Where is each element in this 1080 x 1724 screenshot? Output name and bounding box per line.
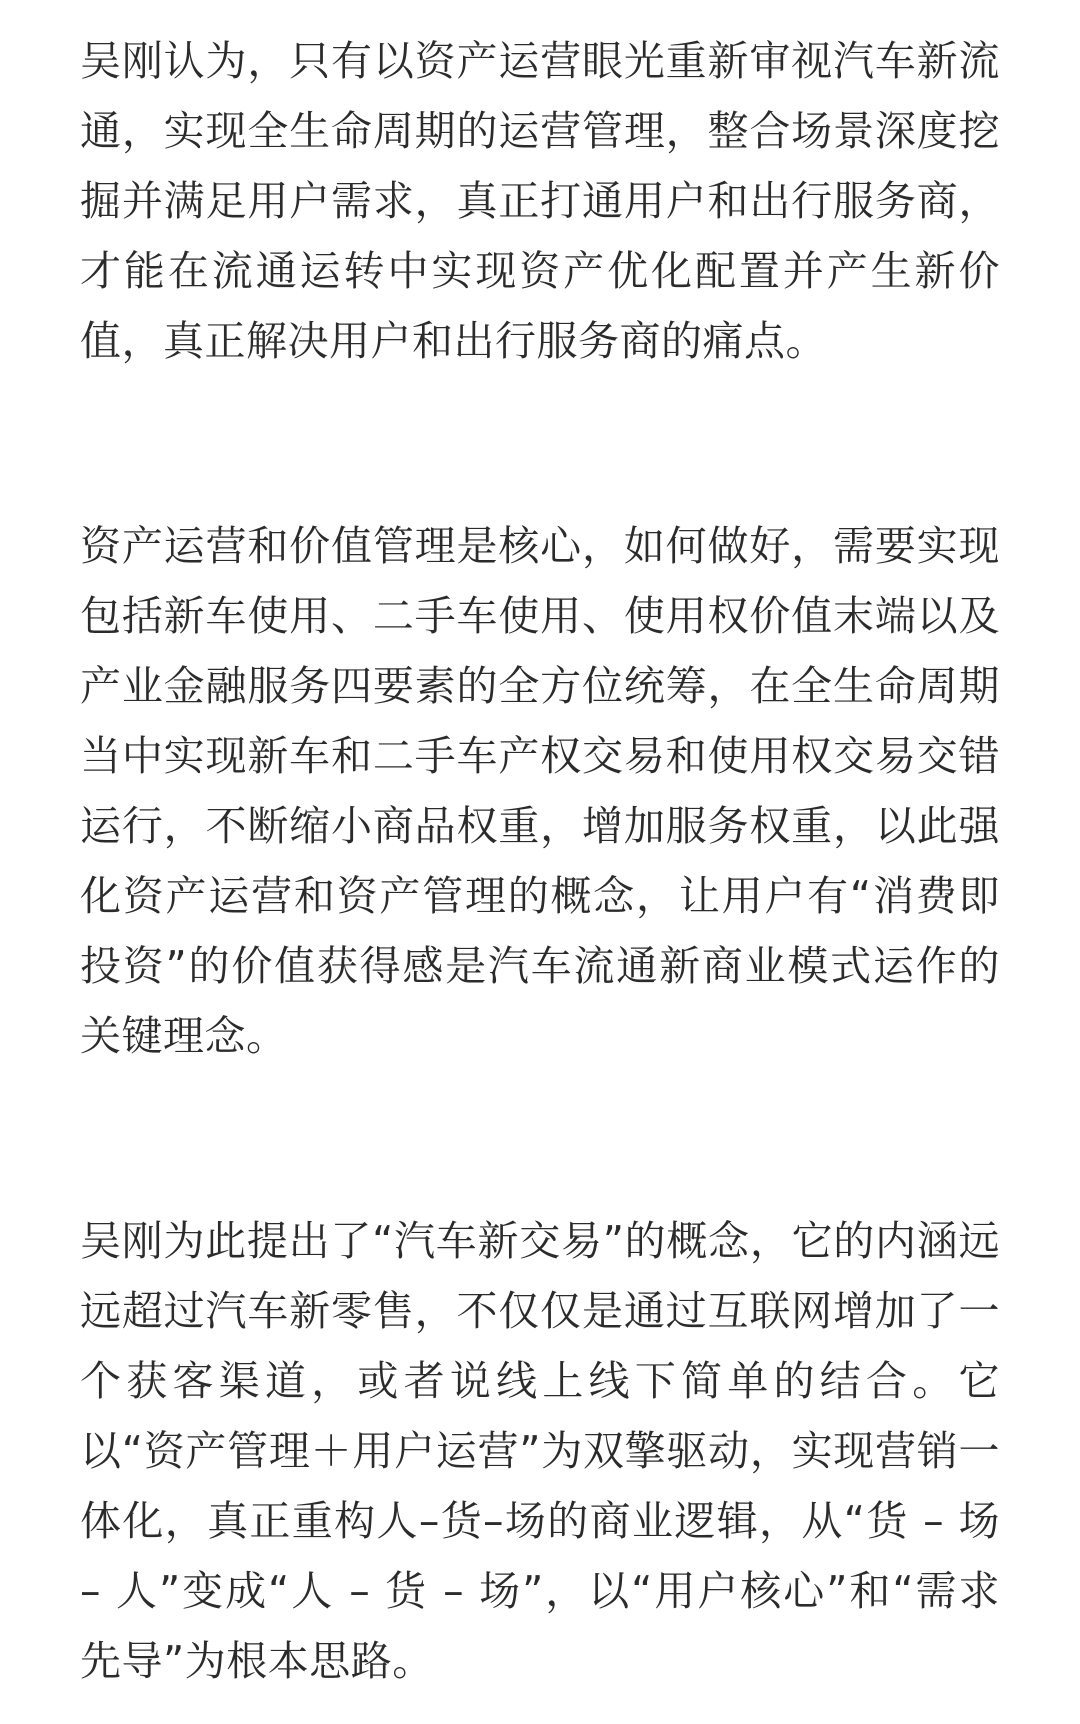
paragraph-3: 吴刚为此提出了“汽车新交易”的概念，它的内涵远远超过汽车新零售，不仅仅是通过互联网增加了一个获客渠道，或者说线上线下简单的结合。它以“资产管理＋用户运营”为双擎驱动，实现营销一体化，真正重构人–货–场的商业逻辑，从“货 – 场 – 人”变成“人 – 货 – 场”，以“用户核心”和“需求先导”为根本思路。 [80, 1217, 1000, 1685]
paragraph-2: 资产运营和价值管理是核心，如何做好，需要实现包括新车使用、二手车使用、使用权价值末端以及产业金融服务四要素的全方位统筹，在全生命周期当中实现新车和二手车产权交易和使用权交易交错运行，不断缩小商品权重，增加服务权重，以此强化资产运营和资产管理的概念，让用户有“消费即投资”的价值获得感是汽车流通新商业模式运作的关键理念。 [80, 522, 1000, 1060]
paragraph-1: 吴刚认为，只有以资产运营眼光重新审视汽车新流通，实现全生命周期的运营管理，整合场景深度挖掘并满足用户需求，真正打通用户和出行服务商，才能在流通运转中实现资产优化配置并产生新价值，真正解决用户和出行服务商的痛点。 [80, 37, 1000, 365]
